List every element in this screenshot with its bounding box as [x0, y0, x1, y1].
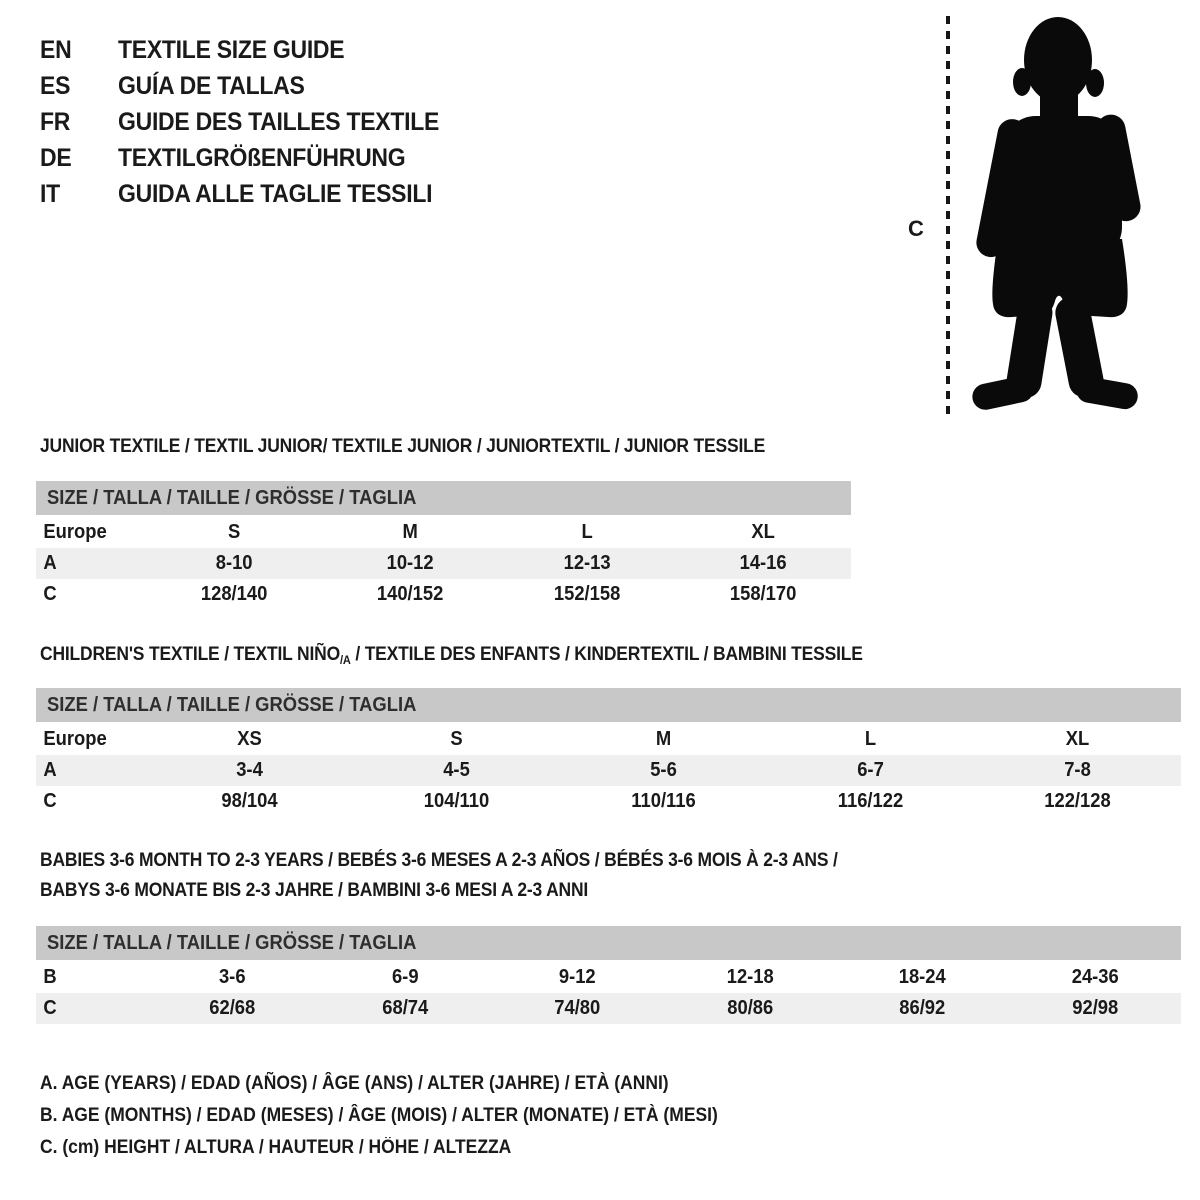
children-title-suffix: / TEXTILE DES ENFANTS / KINDERTEXTIL / BAMBINI TESSILE — [350, 644, 863, 665]
table-cell: M — [402, 521, 419, 543]
junior-section-title — [40, 436, 828, 458]
legend-line-c-text: C. (cm) HEIGHT / ALTURA / HAUTEUR / HÖHE / ALTEZZA — [40, 1137, 512, 1158]
table-row — [36, 962, 1181, 993]
table-cell: 122/128 — [1044, 790, 1111, 812]
table-cell: XS — [237, 728, 262, 750]
measure-c-label: C — [908, 216, 924, 241]
legend-line-b-text: B. AGE (MONTHS) / EDAD (MESES) / ÂGE (MOIS) / ALTER (MONATE) / ETÀ (MESI) — [40, 1105, 718, 1126]
language-code-text: FR — [40, 108, 71, 136]
table-cell: 68/74 — [381, 997, 428, 1019]
size-header-bar — [36, 688, 1181, 722]
table-cell: 7-8 — [1064, 759, 1091, 781]
language-code-text: ES — [40, 72, 71, 100]
language-title: TEXTILE SIZE GUIDE — [118, 36, 345, 64]
children-section-title — [40, 644, 934, 666]
table-cell: 92/98 — [1071, 997, 1118, 1019]
table-cell: 110/116 — [631, 790, 696, 812]
table-cell: 5-6 — [650, 759, 677, 781]
row-label: A — [43, 552, 57, 574]
table-cell: XL — [1065, 728, 1090, 750]
table-cell: 8-10 — [215, 552, 253, 574]
table-cell: 6-7 — [857, 759, 884, 781]
table-row — [36, 755, 1181, 786]
table-cell: 74/80 — [554, 997, 601, 1019]
table-cell: 3-4 — [236, 759, 263, 781]
row-label: C — [43, 997, 57, 1019]
children-size-table — [36, 688, 1181, 817]
table-cell: 12-13 — [563, 552, 611, 574]
row-label: A — [43, 759, 57, 781]
babies-title-line2: BABYS 3-6 MONATE BIS 2-3 JAHRE / BAMBINI 3-6 MESI A 2-3 ANNI — [40, 880, 589, 901]
row-label: C — [43, 790, 57, 812]
table-cell: S — [450, 728, 463, 750]
row-label: Europe — [43, 521, 107, 543]
language-code — [40, 176, 118, 212]
language-title: GUÍA DE TALLAS — [118, 72, 305, 100]
table-cell: 14-16 — [739, 552, 787, 574]
table-row — [36, 993, 1181, 1024]
toddler-silhouette-image — [960, 14, 1145, 416]
babies-section-title — [40, 846, 907, 906]
children-title-prefix: CHILDREN'S TEXTILE / TEXTIL NIÑO — [40, 644, 340, 665]
language-code — [40, 104, 118, 140]
table-cell: 140/152 — [377, 583, 444, 605]
babies-title-line1: BABIES 3-6 MONTH TO 2-3 YEARS / BEBÉS 3-6 MESES A 2-3 AÑOS / BÉBÉS 3-6 MOIS À 2-3 ANS / — [40, 850, 838, 871]
language-code — [40, 68, 118, 104]
size-header-bar — [36, 926, 1181, 960]
table-cell: 6-9 — [391, 966, 419, 988]
table-cell: 24-36 — [1071, 966, 1119, 988]
table-cell: 98/104 — [221, 790, 278, 812]
table-cell: S — [227, 521, 241, 543]
table-cell: XL — [751, 521, 775, 543]
language-row-fr — [40, 104, 467, 140]
language-title: TEXTILGRÖßENFÜHRUNG — [118, 144, 406, 172]
children-title-subscript: /A — [339, 653, 351, 667]
row-label: C — [43, 583, 57, 605]
row-label: Europe — [43, 728, 107, 750]
babies-table-rows — [36, 962, 1181, 1024]
table-cell: 62/68 — [209, 997, 256, 1019]
children-table-rows — [36, 724, 1181, 817]
language-code-text: IT — [40, 180, 60, 208]
babies-size-table — [36, 926, 1181, 1024]
table-row — [36, 548, 851, 579]
size-header-text: SIZE / TALLA / TAILLE / GRÖSSE / TAGLIA — [47, 694, 417, 716]
table-cell: 86/92 — [899, 997, 946, 1019]
language-title: GUIDE DES TAILLES TEXTILE — [118, 108, 440, 136]
legend-line-a — [40, 1068, 777, 1100]
legend-line-c — [40, 1132, 777, 1164]
table-cell: 12-18 — [726, 966, 774, 988]
table-cell: 9-12 — [558, 966, 596, 988]
height-measure-dashed-line — [946, 16, 950, 414]
table-cell: L — [864, 728, 877, 750]
table-cell: 80/86 — [726, 997, 773, 1019]
language-code — [40, 32, 118, 68]
table-row — [36, 579, 851, 610]
junior-section-title-text: JUNIOR TEXTILE / TEXTIL JUNIOR/ TEXTILE JUNIOR / JUNIORTEXTIL / JUNIOR TESSILE — [40, 436, 766, 457]
children-section-title-text — [40, 644, 863, 666]
table-cell: 116/122 — [837, 790, 904, 812]
size-header-text: SIZE / TALLA / TAILLE / GRÖSSE / TAGLIA — [47, 932, 417, 954]
language-title: GUIDA ALLE TAGLIE TESSILI — [118, 180, 433, 208]
measurement-legend — [40, 1068, 777, 1164]
table-cell: 158/170 — [729, 583, 797, 605]
junior-table-rows — [36, 517, 851, 610]
size-header-text: SIZE / TALLA / TAILLE / GRÖSSE / TAGLIA — [47, 487, 417, 509]
table-cell: 10-12 — [386, 552, 434, 574]
table-cell: 152/158 — [553, 583, 620, 605]
language-code-text: EN — [40, 36, 72, 64]
language-code — [40, 140, 118, 176]
table-cell: M — [655, 728, 672, 750]
junior-size-table — [36, 481, 851, 610]
language-code-text: DE — [40, 144, 72, 172]
table-row — [36, 517, 851, 548]
table-cell: 3-6 — [218, 966, 246, 988]
size-header-bar — [36, 481, 851, 515]
table-cell: L — [581, 521, 593, 543]
table-cell: 104/110 — [423, 790, 490, 812]
table-cell: 4-5 — [443, 759, 470, 781]
language-row-it — [40, 176, 467, 212]
legend-line-a-text: A. AGE (YEARS) / EDAD (AÑOS) / ÂGE (ANS) / ALTER (JAHRE) / ETÀ (ANNI) — [40, 1073, 669, 1094]
table-cell: 18-24 — [898, 966, 946, 988]
legend-line-b — [40, 1100, 777, 1132]
row-label: B — [43, 966, 57, 988]
table-cell: 128/140 — [200, 583, 268, 605]
table-row — [36, 786, 1181, 817]
language-row-es — [40, 68, 467, 104]
language-title-list — [40, 32, 467, 212]
language-row-de — [40, 140, 467, 176]
table-row — [36, 724, 1181, 755]
language-row-en — [40, 32, 467, 68]
